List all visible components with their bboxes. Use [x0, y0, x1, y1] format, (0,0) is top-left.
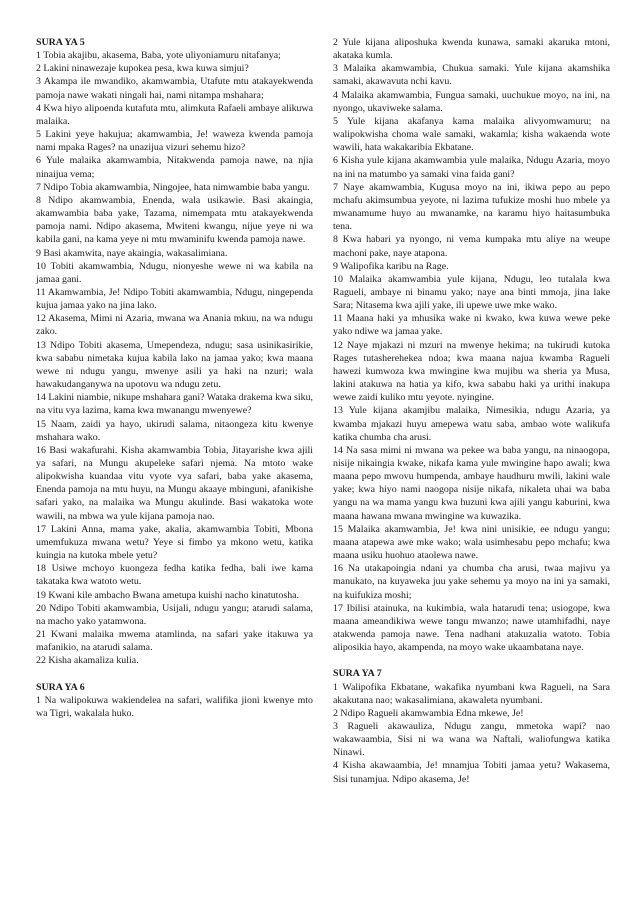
verse-paragraph: 1 Walipofika Ekbatane, wakafika nyumbani kwa Ragueli, na Sara akakutana nao; wakasalimiana, akawaleta nyumbani.: [333, 681, 610, 706]
verse-paragraph: 11 Maana haki ya mhusika wake ni kwako, kwa kuwa wewe peke yako ndiwe wa jamaa yake.: [333, 313, 610, 338]
verse-paragraph: 2 Ndipo Ragueli akamwambia Edna mkewe, Je!: [333, 707, 524, 719]
verse-paragraph: 17 Lakini Anna, mama yake, akalia, akamwambia Tobiti, Mbona umemfukuza mwana wetu? Yeye si fimbo ya mkono wetu, katika kuingia na kutoka mbele yetu?: [36, 523, 313, 562]
chapter-heading: SURA YA 7: [333, 668, 382, 680]
verse-paragraph: 6 Yule malaika akamwambia, Nitakwenda pamoja nawe, na njia ninaijua vema;: [36, 155, 313, 180]
verse-paragraph: 4 Kwa hiyo alipoenda kutafuta mtu, alimkuta Rafaeli ambaye alikuwa malaika.: [36, 102, 313, 127]
verse-paragraph: 3 Akampa ile mwandiko, akamwambia, Utafute mtu atakayekwenda pamoja nawe wakati ningali hai, nami nitampa mshahara;: [36, 76, 313, 101]
verse-paragraph: 1 Na walipokuwa wakiendelea na safari, walifika jioni kwenye mto wa Tigri, wakalala huko.: [36, 694, 313, 719]
verse-paragraph: 5 Yule kijana akafanya kama malaika alivyomwamuru; na walipokwisha choma wale samaki, wakamla; kisha wakaenda wote wawili, hata wakakaribia Ekbatane.: [333, 115, 610, 154]
verse-paragraph: 2 Yule kijana aliposhuka kwenda kunawa, samaki akaruka mtoni, akataka kumla.: [333, 37, 610, 62]
verse-paragraph: 12 Akasema, Mimi ni Azaria, mwana wa Anania mkuu, na wa ndugu zako.: [36, 313, 313, 338]
verse-paragraph: 9 Walipofika karibu na Rage.: [333, 260, 449, 272]
verse-paragraph: 21 Kwani malaika mwema atamlinda, na safari yake itakuwa ya mafanikio, na atarudi salama.: [36, 629, 313, 654]
verse-paragraph: 15 Malaika akamwambia, Je! kwa nini unisikie, ee ndugu yangu; maana atapewa awe mke wako; wala usimhesabu pepo mchafu; kwa maana usiku huohuo ataolewa nawe.: [333, 523, 610, 562]
verse-list: [36, 49, 313, 667]
verse-paragraph: 6 Kisha yule kijana akamwambia yule malaika, Ndugu Azaria, moyo na ini na matumbo ya samaki vina faida gani?: [333, 155, 610, 180]
verse-paragraph: 16 Na utakapoingia ndani ya chumba cha arusi, twaa majivu ya manukato, na kuyaweka juu yake sehemu ya moyo na ini ya samaki, na kuifukiza moshi;: [333, 563, 610, 601]
verse-paragraph: 10 Malaika akamwambia yule kijana, Ndugu, leo tutalala kwa Ragueli, ambaye ni binamu yako; naye ana binti mmoja, jina lake Sara; Nitasema kwa ajili yake, ili upewe uwe mke wako.: [333, 273, 610, 312]
verse-list: [36, 694, 313, 720]
verse-paragraph: 5 Lakini yeye hakujua; akamwambia, Je! waweza kwenda pamoja nami mpaka Rages? na unazijua vizuri sehemu hizo?: [36, 129, 313, 154]
verse-paragraph: 17 Ibilisi atainuka, na kukimbia, wala hatarudi tena; usiogope, kwa maana ameandikiwa wewe tangu mwanzo; nawe utamhifadhi, naye atakwenda pamoja nawe. Tena nadhani atakuzalia watoto. Tobia aliposikia hayo, akampenda, na moyo wake ukaambatana naye.: [333, 602, 610, 654]
verse-list: [333, 36, 610, 654]
verse-paragraph: 19 Kwani kile ambacho Bwana ametupa kuishi nacho kinatutosha.: [36, 589, 299, 601]
verse-paragraph: 15 Naam, zaidi ya hayo, ukirudi salama, nitaongeza kitu kwenye mshahara wako.: [36, 418, 313, 443]
verse-list: [333, 681, 610, 786]
verse-paragraph: 18 Usiwe mchoyo kuongeza fedha katika fedha, bali iwe kama takataka kwa watoto wetu.: [36, 563, 313, 588]
chapter-heading: SURA YA 5: [36, 37, 85, 48]
verse-paragraph: 8 Kwa habari ya nyongo, ni vema kumpaka mtu aliye na weupe machoni pake, naye atapona.: [333, 234, 610, 259]
verse-paragraph: 4 Malaika akamwambia, Fungua samaki, uuchukue moyo, na ini, na nyongo, ukaviweke salama.: [333, 89, 610, 114]
verse-paragraph: 13 Ndipo Tobiti akasema, Umependeza, ndugu; sasa usinikasirikie, kwa sababu nimetaka kujua kabila lako na jamaa yako; kwa maana wewe ni ndugu yangu, mwenye asili ya haki na nzuri; wala hawakudanganywa na upotovu wa ndugu zetu.: [36, 339, 313, 391]
verse-paragraph: 14 Na sasa mimi ni mwana wa pekee wa baba yangu, na ninaogopa, nisije nikaingia kwake, nikafa kama yule mwingine hapo awali; kwa maana pepo mwovu humpenda, ambaye haudhuru mwili, lakini wale yake; kwa hiyo nami naogopa nisije nikafa, nikaleta uhai wa baba yangu na wa mama yangu kwa huzuni kwa ajili yangu kaburini, kwa maana hawana mwana mwingine wa kuwazika.: [333, 444, 610, 522]
verse-paragraph: 11 Akamwambia, Je! Ndipo Tobiti akamwambia, Ndugu, ningependa kujua jamaa yako na jina lako.: [36, 286, 313, 312]
verse-paragraph: 7 Ndipo Tobia akamwambia, Ningojee, hata nimwambie baba yangu.: [36, 181, 310, 193]
verse-paragraph: 7 Naye akamwambia, Kugusa moyo na ini, ikiwa pepo au pepo mchafu akimsumbua yeyote, ni lazima tufukize moshi huo mbele ya mwanamume huyo au mwanamke, na karamu hiyo haitasumbuka tena.: [333, 181, 610, 233]
verse-paragraph: 3 Ragueli akawauliza, Ndugu zangu, mmetoka wapi? nao wakawaambia, Sisi ni wa wana wa Naftali, waliofungwa katika Ninawi.: [333, 720, 610, 759]
verse-paragraph: 20 Ndipo Tobiti akamwambia, Usijali, ndugu yangu; atarudi salama, na macho yako yatamwona.: [36, 602, 313, 627]
verse-paragraph: 1 Tobia akajibu, akasema, Baba, yote uliyoniamuru nitafanya;: [36, 50, 281, 62]
verse-paragraph: 4 Kisha akawaambia, Je! mnamjua Tobiti jamaa yetu? Wakasema, Sisi tunamjua. Ndipo akasema, Je!: [333, 760, 610, 785]
right-column: [333, 36, 610, 902]
verse-paragraph: 10 Tobiti akamwambia, Ndugu, nionyeshe wewe ni wa kabila na jamaa gani.: [36, 260, 313, 285]
verse-paragraph: 12 Naye mjakazi ni mzuri na mwenye hekima; na tukirudi kutoka Rages tutasherehekea ndoa; kwa maana najua kwamba Ragueli hawezi kumwoza kwa mwingine kwa mujibu wa sheria ya Musa, lakini atakuwa na hatia ya kifo, kwa sababu haki ya urithi inakupa wewe zaidi kuliko mtu yeyote. nyingine.: [333, 339, 610, 404]
verse-paragraph: 13 Yule kijana akamjibu malaika, Nimesikia, ndugu Azaria, ya kwamba mjakazi huyu amepewa watu saba, ambao wote walikufa katika chumba cha arusi.: [333, 405, 610, 443]
verse-paragraph: 22 Kisha akamaliza kulia.: [36, 655, 139, 667]
verse-paragraph: 2 Lakini ninawezaje kupokea pesa, kwa kuwa simjui?: [36, 63, 249, 75]
verse-paragraph: 16 Basi wakafurahi. Kisha akamwambia Tobia, Jitayarishe kwa ajili ya safari, na Mungu akupeleke safari njema. Na mtoto wake alipokwisha kuandaa vitu vyote vya safari, baba yake akasema, Enenda pamoja na mtu huyu, na Mungu akaaye mbinguni, afanikishe safari yako, na malaika wa Mungu akulinde. Basi wakatoka wote wawili, na mbwa wa yule kijana pamoja nao.: [36, 444, 313, 522]
chapter-heading: SURA YA 6: [36, 681, 85, 693]
verse-paragraph: 9 Basi akamwita, naye akaingia, wakasalimiana.: [36, 247, 228, 259]
verse-paragraph: 3 Malaika akamwambia, Chukua samaki. Yule kijana akamshika samaki, akawavuta nchi kavu.: [333, 63, 610, 88]
verse-paragraph: 8 Ndipo akamwambia, Enenda, wala usikawie. Basi akaingia, akamwambia baba yake, Tazama, nimempata mtu atakayekwenda pamoja nami. Ndipo akasema, Mwiteni kwangu, nijue yeye ni wa kabila gani, na kama yeye ni mtu mwaminifu kwenda pamoja nawe.: [36, 194, 313, 246]
verse-paragraph: 14 Lakini niambie, nikupe mshahara gani? Wataka drakema kwa siku, na vitu vya lazima, kama kwa mwanangu mwenyewe?: [36, 392, 313, 417]
left-column: [36, 36, 313, 902]
